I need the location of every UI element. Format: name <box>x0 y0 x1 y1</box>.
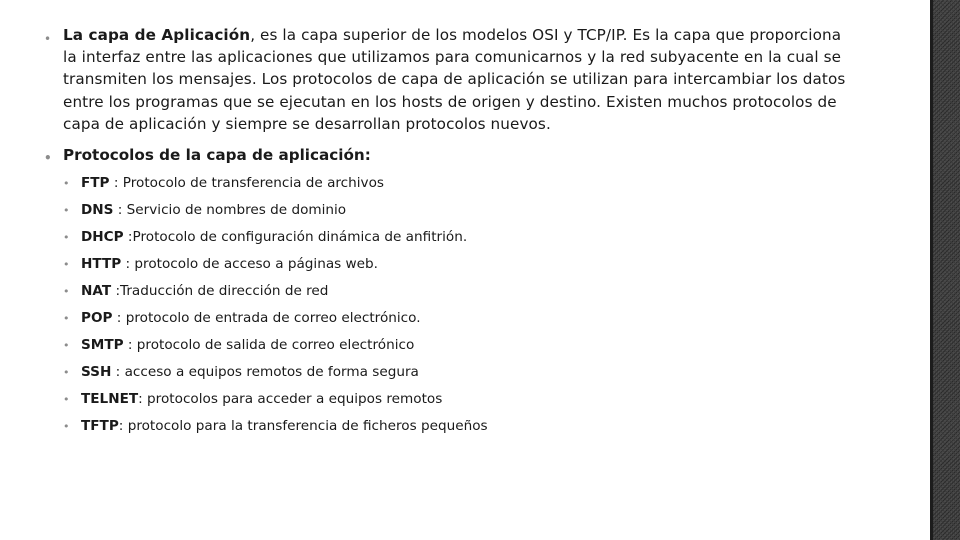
protocol-item-dns <box>63 197 859 224</box>
bullet-icon: • <box>63 177 70 191</box>
protocol-desc: : protocolo para la transferencia de ficheros pequeños <box>118 418 488 435</box>
protocol-desc: : protocolo de entrada de correo electrónico. <box>112 310 421 327</box>
protocol-name: SSH <box>81 364 112 381</box>
protocol-name: TELNET <box>81 391 139 408</box>
bullet-icon: • <box>63 258 70 272</box>
bullet-icon: • <box>63 420 70 434</box>
protocol-desc: :Traducción de dirección de red <box>111 283 329 300</box>
protocol-name: FTP <box>81 175 110 192</box>
bullet-icon: • <box>44 32 52 46</box>
protocol-item-ftp <box>63 170 859 197</box>
intro-bold-term: La capa de Aplicación <box>63 26 251 44</box>
protocol-list <box>44 170 859 440</box>
bullet-icon: • <box>63 393 70 407</box>
protocol-name: HTTP <box>81 256 122 273</box>
protocol-desc: : protocolos para acceder a equipos remotos <box>138 391 443 408</box>
protocol-name: NAT <box>81 283 112 300</box>
bullet-icon: • <box>44 151 52 166</box>
protocol-item-nat <box>63 278 859 305</box>
protocol-item-http <box>63 251 859 278</box>
bullet-icon: • <box>63 285 70 299</box>
protocol-item-ssh <box>63 359 859 386</box>
protocol-name: DNS <box>81 202 114 219</box>
bullet-icon: • <box>63 231 70 245</box>
protocols-heading-text: Protocolos de la capa de aplicación: <box>63 146 371 165</box>
intro-paragraph <box>44 24 859 135</box>
protocol-name: POP <box>81 310 113 327</box>
bullet-icon: • <box>63 312 70 326</box>
protocol-name: DHCP <box>81 229 124 246</box>
protocol-desc: : acceso a equipos remotos de forma segura <box>111 364 419 381</box>
decorative-side-stripe <box>930 0 960 540</box>
protocols-heading <box>44 144 859 166</box>
bullet-icon: • <box>63 339 70 353</box>
protocol-desc: : Protocolo de transferencia de archivos <box>109 175 384 192</box>
protocol-desc: : Servicio de nombres de dominio <box>113 202 347 219</box>
bullet-icon: • <box>63 366 70 380</box>
protocol-desc: : protocolo de acceso a páginas web. <box>121 256 378 273</box>
protocol-item-telnet <box>63 386 859 413</box>
protocol-item-pop <box>63 305 859 332</box>
protocol-item-tftp <box>63 413 859 440</box>
protocol-item-smtp <box>63 332 859 359</box>
protocol-desc: : protocolo de salida de correo electrónico <box>123 337 415 354</box>
intro-text: , es la capa superior de los modelos OSI y TCP/IP. Es la capa que proporciona la interfaz entre las aplicaciones que utilizamos para comunicarnos y la red subyacente en la cual se transmiten los mensajes. Los protocolos de capa de aplicación se utilizan para intercambiar los datos entre los programas que se ejecutan en los hosts de origen y destino. Existen muchos protocolos de capa de aplicación y siempre se desarrollan protocolos nuevos. <box>63 26 846 133</box>
protocol-desc: :Protocolo de configuración dinámica de anfitrión. <box>123 229 468 246</box>
protocol-item-dhcp <box>63 224 859 251</box>
bullet-icon: • <box>63 204 70 218</box>
protocol-name: SMTP <box>81 337 124 354</box>
protocol-name: TFTP <box>81 418 119 435</box>
slide-content <box>44 24 859 440</box>
